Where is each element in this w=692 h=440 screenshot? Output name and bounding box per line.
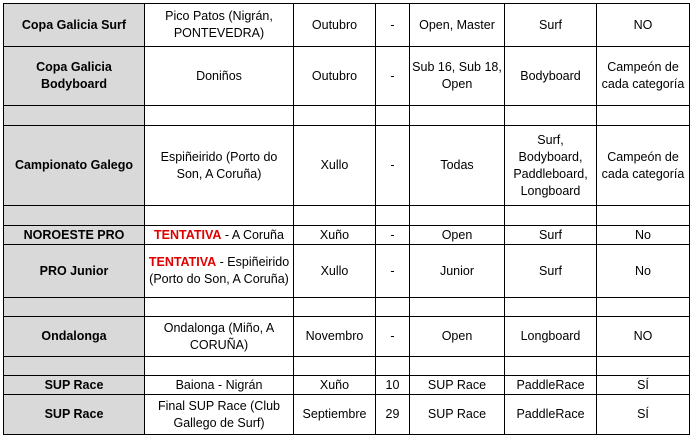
spacer-cell [294, 357, 376, 376]
spacer-cell [4, 357, 145, 376]
spacer-cell [294, 206, 376, 226]
event-discipline: PaddleRace [505, 395, 597, 435]
spacer-cell [505, 357, 597, 376]
event-day: - [376, 317, 410, 357]
spacer-cell [4, 298, 145, 317]
event-name: SUP Race [4, 376, 145, 395]
event-day: 29 [376, 395, 410, 435]
table-row [4, 47, 690, 106]
event-ranking: SÍ [597, 376, 690, 395]
spacer-row [4, 106, 690, 126]
spacer-cell [145, 298, 294, 317]
spacer-cell [376, 357, 410, 376]
event-place [145, 245, 294, 298]
table-row [4, 4, 690, 47]
spacer-cell [597, 357, 690, 376]
event-month: Xullo [294, 245, 376, 298]
table-row [4, 317, 690, 357]
event-day: - [376, 4, 410, 47]
spacer-cell [505, 106, 597, 126]
event-day: 10 [376, 376, 410, 395]
event-category: Sub 16, Sub 18, Open [410, 47, 505, 106]
spacer-cell [4, 206, 145, 226]
tentativa-tag: TENTATIVA [148, 255, 217, 269]
spacer-cell [145, 206, 294, 226]
event-day: - [376, 47, 410, 106]
event-place: Doniños [145, 47, 294, 106]
event-ranking: Campeón de cada categoría [597, 47, 690, 106]
spacer-cell [597, 206, 690, 226]
event-ranking: NO [597, 317, 690, 357]
spacer-cell [145, 357, 294, 376]
event-name: Copa Galicia Bodyboard [4, 47, 145, 106]
event-name: NOROESTE PRO [4, 226, 145, 245]
event-place: Pico Patos (Nigrán, PONTEVEDRA) [145, 4, 294, 47]
event-category: SUP Race [410, 376, 505, 395]
event-discipline: Bodyboard [505, 47, 597, 106]
event-discipline: Surf [505, 4, 597, 47]
event-category: Junior [410, 245, 505, 298]
table-row [4, 226, 690, 245]
spacer-row [4, 357, 690, 376]
event-place: Espiñeirido (Porto do Son, A Coruña) [145, 126, 294, 206]
event-day: - [376, 245, 410, 298]
event-name: SUP Race [4, 395, 145, 435]
event-day: - [376, 126, 410, 206]
table-row [4, 245, 690, 298]
event-ranking: NO [597, 4, 690, 47]
event-name: Campionato Galego [4, 126, 145, 206]
event-category: SUP Race [410, 395, 505, 435]
event-month: Novembro [294, 317, 376, 357]
spacer-row [4, 206, 690, 226]
event-place: Final SUP Race (Club Gallego de Surf) [145, 395, 294, 435]
spacer-cell [410, 298, 505, 317]
event-discipline: Surf [505, 226, 597, 245]
event-month: Xullo [294, 126, 376, 206]
event-ranking: SÍ [597, 395, 690, 435]
event-ranking: Campeón de cada categoría [597, 126, 690, 206]
event-place: Baiona - Nigrán [145, 376, 294, 395]
event-category: Open [410, 226, 505, 245]
event-month: Xuño [294, 376, 376, 395]
event-place-text: - Espiñeirido (Porto do Son, A Coruña) [149, 255, 290, 286]
event-month: Xuño [294, 226, 376, 245]
event-month: Outubro [294, 47, 376, 106]
event-place: Ondalonga (Miño, A CORUÑA) [145, 317, 294, 357]
event-category: Open [410, 317, 505, 357]
table-row [4, 395, 690, 435]
event-name: Ondalonga [4, 317, 145, 357]
spacer-cell [4, 106, 145, 126]
tentativa-tag: TENTATIVA [154, 227, 222, 242]
event-discipline: Longboard [505, 317, 597, 357]
event-ranking: No [597, 245, 690, 298]
table-row [4, 126, 690, 206]
event-name: Copa Galicia Surf [4, 4, 145, 47]
spacer-cell [376, 206, 410, 226]
spacer-cell [410, 106, 505, 126]
spacer-cell [376, 298, 410, 317]
event-place [145, 226, 294, 245]
event-discipline: PaddleRace [505, 376, 597, 395]
event-day: - [376, 226, 410, 245]
spacer-cell [410, 206, 505, 226]
event-category: Todas [410, 126, 505, 206]
event-discipline: Surf [505, 245, 597, 298]
spacer-cell [145, 106, 294, 126]
spacer-cell [294, 298, 376, 317]
event-category: Open, Master [410, 4, 505, 47]
event-month: Outubro [294, 4, 376, 47]
spacer-cell [597, 298, 690, 317]
event-ranking: No [597, 226, 690, 245]
table-row [4, 376, 690, 395]
spacer-cell [294, 106, 376, 126]
spacer-cell [376, 106, 410, 126]
spacer-row [4, 298, 690, 317]
event-discipline: Surf, Bodyboard, Paddleboard, Longboard [505, 126, 597, 206]
spacer-cell [597, 106, 690, 126]
event-place-text: - A Coruña [221, 227, 284, 242]
spacer-cell [505, 298, 597, 317]
spacer-cell [410, 357, 505, 376]
spacer-cell [505, 206, 597, 226]
events-table [3, 3, 690, 435]
event-month: Septiembre [294, 395, 376, 435]
event-name: PRO Junior [4, 245, 145, 298]
